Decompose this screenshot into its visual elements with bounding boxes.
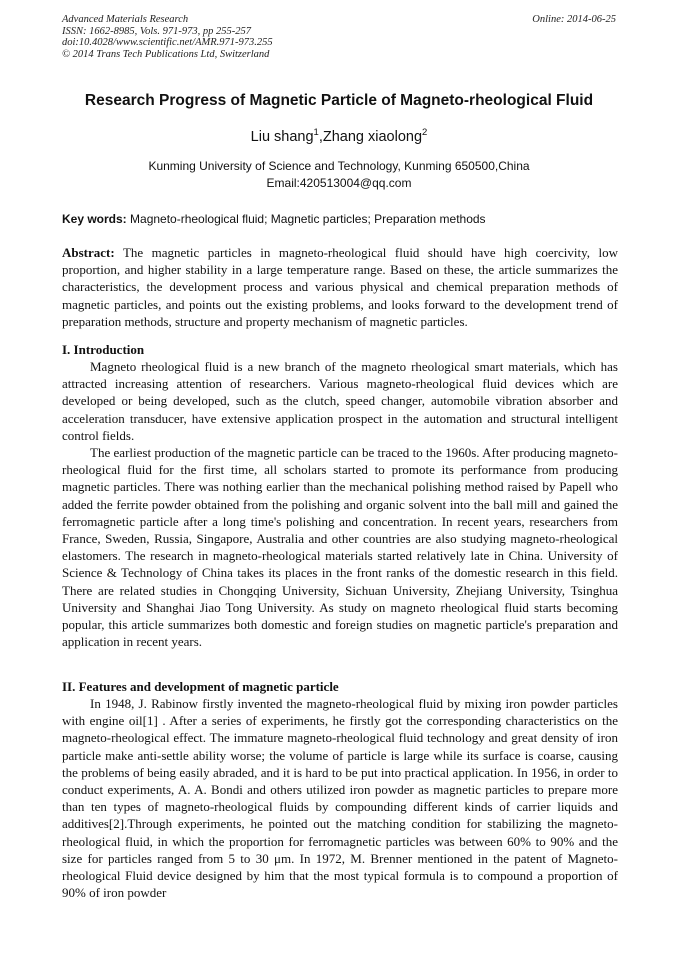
author-separator: , — [318, 128, 323, 145]
section-heading-introduction: I. Introduction — [62, 342, 145, 357]
journal-header — [62, 14, 616, 60]
abstract-label: Abstract: — [62, 245, 115, 260]
paragraph: Magneto rheological fluid is a new branch of the magneto rheological smart materials, which has attracted increasing attention of researchers. Various magneto-rheological fluid devices which are developed or being developed, such as the clutch, speed changer, automobile vibration absorber and acceleration transducer, have extensive application prospect in the automation and structural intelligent control fields. — [62, 359, 618, 443]
abstract-text: The magnetic particles in magneto-rheological fluid should have high coercivity, low proportion, and higher stability in a large temperature range. Based on these, the article summarizes the characteristics, the development process and various physical and chemical preparation methods of magnetic particles, and points out the existing problems, and looks forward to the development trend of preparation methods, structure and property mechanism of magnetic particles. — [62, 245, 618, 329]
affiliation-block — [0, 158, 678, 192]
author-2: Zhang xiaolong — [322, 128, 423, 145]
issn-line: ISSN: 1662-8985, Vols. 971-973, pp 255-257 — [62, 25, 251, 37]
author-line — [0, 127, 678, 145]
online-date: Online: 2014-06-25 — [532, 14, 616, 25]
section-features — [62, 695, 618, 901]
copyright-line: © 2014 Trans Tech Publications Ltd, Switzerland — [62, 48, 270, 60]
keywords-label: Key words: — [62, 212, 127, 226]
paragraph: The earliest production of the magnetic particle can be traced to the 1960s. After producing magneto-rheological fluid for the first time, all scholars started to promote its performance from producing magnetic particles. There was nothing earlier than the mechanical polishing method raised by Papell who added the ferrite powder obtained from the polishing and organic solvent into the ball mill and gained the ferromagnetic particle after a long time's polishing and concentration. In recent years, researchers from France, Sweden, Russia, Singapore, Australia and other countries are also studying magneto-rheological elastomers. The research in magneto-rheological materials started relatively late in China. University of Science & Technology of China takes its places in the front ranks of the domestic research in this field. There are related studies in Chongqing University, Sichuan University, Zhejiang University, Tsinghua University and Shanghai Jiao Tong University. As study on magneto rheological fluid starts becoming popular, this article summarizes both domestic and foreign studies on magnetic particle's preparation and application in recent years. — [62, 445, 618, 650]
abstract — [62, 244, 618, 330]
author-1-affil-mark: 1 — [313, 127, 319, 138]
section-heading-features: II. Features and development of magnetic particle — [62, 679, 339, 694]
paragraph: In 1948, J. Rabinow firstly invented the magneto-rheological fluid by mixing iron powder particles with engine oil[1] . After a series of experiments, he firstly got the corresponding characteristics on the magneto-rheological effect. The immature magneto-rheological fluid technology and great density of iron particle make anti-settle ability worse; the volume of particle is large while its surface is coarse, causing the problems of being easily abraded, and it is hard to be put into practical application. In 1956, in order to conduct experiments, A. A. Bondi and others utilized iron powder as magnetic particles to prepare more than ten types of magneto-rheological fluids by compounding different kinds of carrier liquids and additives[2].Through experiments, he pointed out the matching condition for stabilizing the magneto-rheological fluid, in which the proportion for ferromagnetic particles was between 60% to 90% and the size for particles ranged from 5 to 30 μm. In 1972, M. Brenner mentioned in the patent of Magneto-rheological Fluid device designed by him that the most typical formula is to compound a proportion of 90% of iron powder — [62, 696, 618, 901]
affiliation: Kunming University of Science and Technology, Kunming 650500,China — [148, 159, 530, 173]
email[interactable]: Email:420513004@qq.com — [266, 176, 412, 190]
section-introduction — [62, 358, 618, 650]
author-1: Liu shang — [250, 128, 314, 145]
paper-title: Research Progress of Magnetic Particle of Magneto-rheological Fluid — [84, 92, 594, 109]
keywords-text: Magneto-rheological fluid; Magnetic particles; Preparation methods — [126, 212, 486, 226]
journal-name: Advanced Materials Research — [62, 14, 189, 25]
doi-line[interactable]: doi:10.4028/www.scientific.net/AMR.971-973.255 — [62, 37, 273, 49]
keywords — [62, 212, 618, 226]
author-2-affil-mark: 2 — [422, 127, 428, 138]
